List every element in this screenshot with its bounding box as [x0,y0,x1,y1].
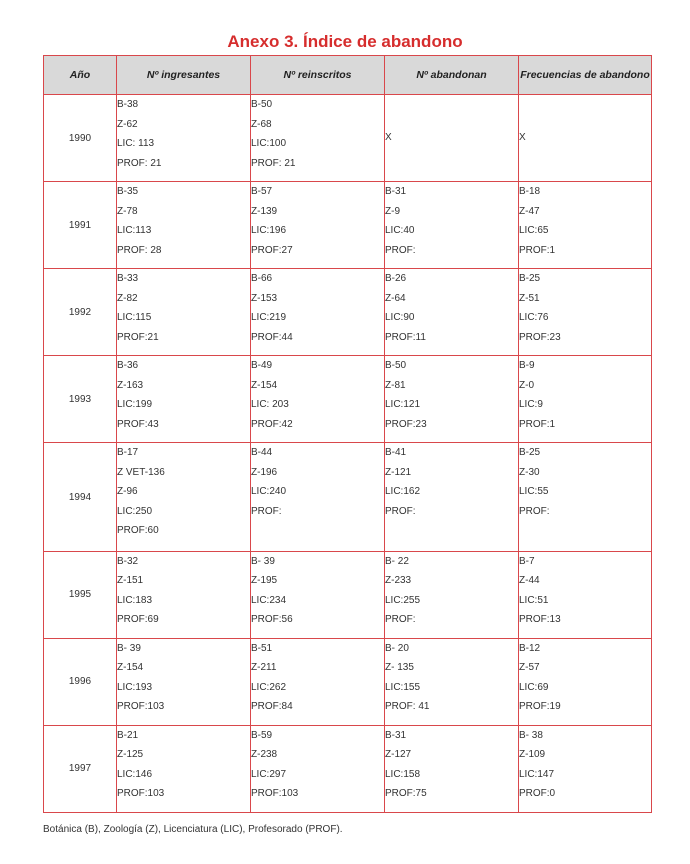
frecuencias-value: LIC:65 [519,225,549,237]
frecuencias-value: B-12 [519,642,541,654]
frecuencias-cell [519,95,652,182]
frecuencias-value: PROF:1 [519,418,556,430]
reinscritos-value: B-57 [251,186,273,198]
table-row [44,638,652,725]
ingresantes-value: PROF:69 [117,614,159,626]
year-cell: 1997 [44,725,117,812]
ingresantes-value: LIC: 113 [117,138,155,149]
table-row [44,95,652,182]
frecuencias-cell [519,356,652,443]
ingresantes-value: LIC:115 [117,312,152,324]
abandonan-value: PROF:75 [385,788,427,800]
frecuencias-value: PROF:13 [519,614,561,626]
ingresantes-value: PROF:103 [117,701,165,713]
reinscritos-value: PROF:42 [251,418,293,430]
reinscritos-value: B-59 [251,729,273,741]
reinscritos-cell [251,269,385,356]
ingresantes-value: B-35 [117,186,139,198]
table-header-row [44,56,652,95]
frecuencias-value: Z-0 [519,379,534,391]
ingresantes-value: Z VET-136 [117,466,165,478]
footnote: Botánica (B), Zoología (Z), Licenciatura (LIC), Profesorado (PROF). [43,824,343,835]
reinscritos-value: Z-238 [251,749,278,761]
ingresantes-value: LIC:199 [117,399,153,411]
frecuencias-value: Z-109 [519,749,546,761]
ingresantes-value: Z-151 [117,575,144,587]
frecuencias-value: LIC:147 [519,768,555,780]
reinscritos-value: LIC:100 [251,138,287,149]
abandonment-table [43,55,652,813]
abandonan-value: PROF: [385,614,416,626]
year-cell: 1994 [44,443,117,552]
frecuencias-value: LIC:69 [519,681,549,693]
frecuencias-value: PROF: [519,505,550,517]
abandonan-cell [385,356,519,443]
reinscritos-value: LIC: 203 [251,399,289,411]
frecuencias-value: LIC:51 [519,594,549,606]
frecuencias-value: PROF:19 [519,701,561,713]
abandonan-value: B-26 [385,273,407,285]
reinscritos-value: Z-68 [251,118,272,130]
frecuencias-value: Z-44 [519,575,540,587]
frecuencias-cell [519,551,652,638]
header-year: Año [44,56,117,95]
abandonan-cell [385,269,519,356]
reinscritos-value: Z-211 [251,662,277,674]
ingresantes-value: B-38 [117,99,139,110]
frecuencias-cell [519,725,652,812]
reinscritos-value: PROF:103 [251,788,299,800]
reinscritos-value: B-44 [251,447,273,459]
frecuencias-value: PROF:23 [519,331,561,343]
ingresantes-value: LIC:146 [117,768,153,780]
reinscritos-value: PROF:27 [251,244,293,256]
reinscritos-cell [251,356,385,443]
header-reinscritos: Nº reinscritos [251,56,385,95]
year-cell: 1995 [44,551,117,638]
ingresantes-value: B-21 [117,729,139,741]
abandonan-value: PROF: [385,244,416,256]
frecuencias-value: B- 38 [519,729,543,741]
frecuencias-value: PROF:0 [519,788,556,800]
abandonan-value: LIC:155 [385,681,421,693]
reinscritos-cell [251,182,385,269]
ingresantes-cell [117,443,251,552]
table-row [44,269,652,356]
abandonan-cell [385,443,519,552]
abandonan-cell [385,638,519,725]
reinscritos-value: B-50 [251,99,273,110]
abandonan-value: B-31 [385,186,407,198]
frecuencias-value: B-9 [519,360,535,372]
frecuencias-value: X [519,132,526,144]
abandonan-cell [385,551,519,638]
header-frecuencias: Frecuencias de abandono [519,56,652,95]
frecuencias-cell [519,638,652,725]
abandonan-value: LIC:255 [385,594,421,606]
frecuencias-value: B-25 [519,273,541,285]
ingresantes-value: B-33 [117,273,139,285]
reinscritos-value: Z-153 [251,292,278,304]
table-row [44,551,652,638]
ingresantes-cell [117,95,251,182]
ingresantes-value: Z-154 [117,662,144,674]
reinscritos-value: B- 39 [251,555,275,567]
abandonan-cell [385,95,519,182]
year-cell: 1993 [44,356,117,443]
ingresantes-cell [117,182,251,269]
frecuencias-value: B-18 [519,186,541,198]
abandonan-value: B-31 [385,729,407,741]
reinscritos-value: Z-139 [251,205,278,217]
frecuencias-value: Z-57 [519,662,540,674]
abandonan-value: B- 22 [385,555,409,567]
frecuencias-value: Z-30 [519,466,540,478]
ingresantes-value: PROF:60 [117,525,159,537]
ingresantes-value: B-36 [117,360,139,372]
reinscritos-value: LIC:262 [251,681,287,693]
abandonan-value: LIC:162 [385,486,421,498]
reinscritos-cell [251,551,385,638]
abandonan-value: B- 20 [385,642,409,654]
reinscritos-value: PROF:84 [251,701,293,713]
reinscritos-value: Z-196 [251,466,278,478]
reinscritos-value: PROF: [251,505,282,517]
reinscritos-value: B-51 [251,642,273,654]
abandonan-value: PROF: 41 [385,701,430,713]
abandonan-value: LIC:158 [385,768,421,780]
page-title: Anexo 3. Índice de abandono [227,32,463,51]
reinscritos-value: PROF: 21 [251,157,296,169]
ingresantes-value: PROF:43 [117,418,159,430]
abandonan-value: Z-81 [385,379,406,391]
abandonan-cell [385,182,519,269]
abandonan-value: Z-64 [385,292,406,304]
table-body [44,95,652,813]
reinscritos-value: LIC:219 [251,312,287,324]
frecuencias-value: LIC:76 [519,312,549,324]
ingresantes-value: LIC:193 [117,681,153,693]
reinscritos-value: PROF:56 [251,614,293,626]
ingresantes-value: PROF:103 [117,788,165,800]
ingresantes-value: B-32 [117,555,139,567]
ingresantes-cell [117,725,251,812]
reinscritos-cell [251,725,385,812]
ingresantes-cell [117,638,251,725]
frecuencias-value: B-25 [519,447,541,459]
ingresantes-value: B-17 [117,447,139,459]
reinscritos-cell [251,443,385,552]
abandonan-value: B-50 [385,360,407,372]
table-row [44,356,652,443]
table-row [44,443,652,552]
reinscritos-value: LIC:234 [251,594,287,606]
frecuencias-cell [519,443,652,552]
ingresantes-value: PROF: 21 [117,157,162,169]
ingresantes-value: Z-163 [117,379,144,391]
ingresantes-value: LIC:250 [117,505,153,517]
year-cell: 1996 [44,638,117,725]
ingresantes-value: B- 39 [117,642,141,654]
abandonan-cell [385,725,519,812]
abandonan-value: PROF:11 [385,331,426,343]
ingresantes-value: Z-82 [117,292,138,304]
reinscritos-cell [251,95,385,182]
abandonan-value: X [385,132,392,144]
table-row [44,182,652,269]
abandonan-value: B-41 [385,447,407,459]
table-row [44,725,652,812]
header-abandonan: Nº abandonan [385,56,519,95]
abandonan-value: PROF: [385,505,416,517]
reinscritos-value: Z-195 [251,575,278,587]
reinscritos-value: LIC:297 [251,768,287,780]
abandonan-value: Z- 135 [385,662,414,674]
ingresantes-value: Z-78 [117,205,138,217]
reinscritos-value: B-66 [251,273,273,285]
reinscritos-value: Z-154 [251,379,278,391]
abandonan-value: LIC:90 [385,312,415,324]
frecuencias-value: Z-47 [519,205,540,217]
reinscritos-value: B-49 [251,360,273,372]
frecuencias-cell [519,269,652,356]
abandonan-value: Z-127 [385,749,412,761]
ingresantes-value: Z-62 [117,118,138,130]
abandonan-value: Z-233 [385,575,412,587]
abandonan-value: PROF:23 [385,418,427,430]
year-cell: 1991 [44,182,117,269]
ingresantes-value: PROF: 28 [117,244,162,256]
abandonan-value: Z-9 [385,205,400,217]
frecuencias-cell [519,182,652,269]
reinscritos-value: LIC:196 [251,225,287,237]
ingresantes-value: PROF:21 [117,331,159,343]
frecuencias-value: LIC:55 [519,486,549,498]
abandonan-value: LIC:40 [385,225,415,237]
ingresantes-cell [117,356,251,443]
abandonan-value: LIC:121 [385,399,421,411]
reinscritos-value: PROF:44 [251,331,293,343]
frecuencias-value: Z-51 [519,292,540,304]
reinscritos-value: LIC:240 [251,486,287,498]
abandonan-value: Z-121 [385,466,412,478]
ingresantes-cell [117,269,251,356]
reinscritos-cell [251,638,385,725]
frecuencias-value: B-7 [519,555,535,567]
ingresantes-value: LIC:183 [117,594,153,606]
ingresantes-value: LIC:113 [117,225,152,237]
year-cell: 1990 [44,95,117,182]
header-ingresantes: Nº ingresantes [117,56,251,95]
frecuencias-value: PROF:1 [519,244,556,256]
frecuencias-value: LIC:9 [519,399,543,411]
year-cell: 1992 [44,269,117,356]
ingresantes-value: Z-96 [117,486,138,498]
ingresantes-cell [117,551,251,638]
ingresantes-value: Z-125 [117,749,144,761]
